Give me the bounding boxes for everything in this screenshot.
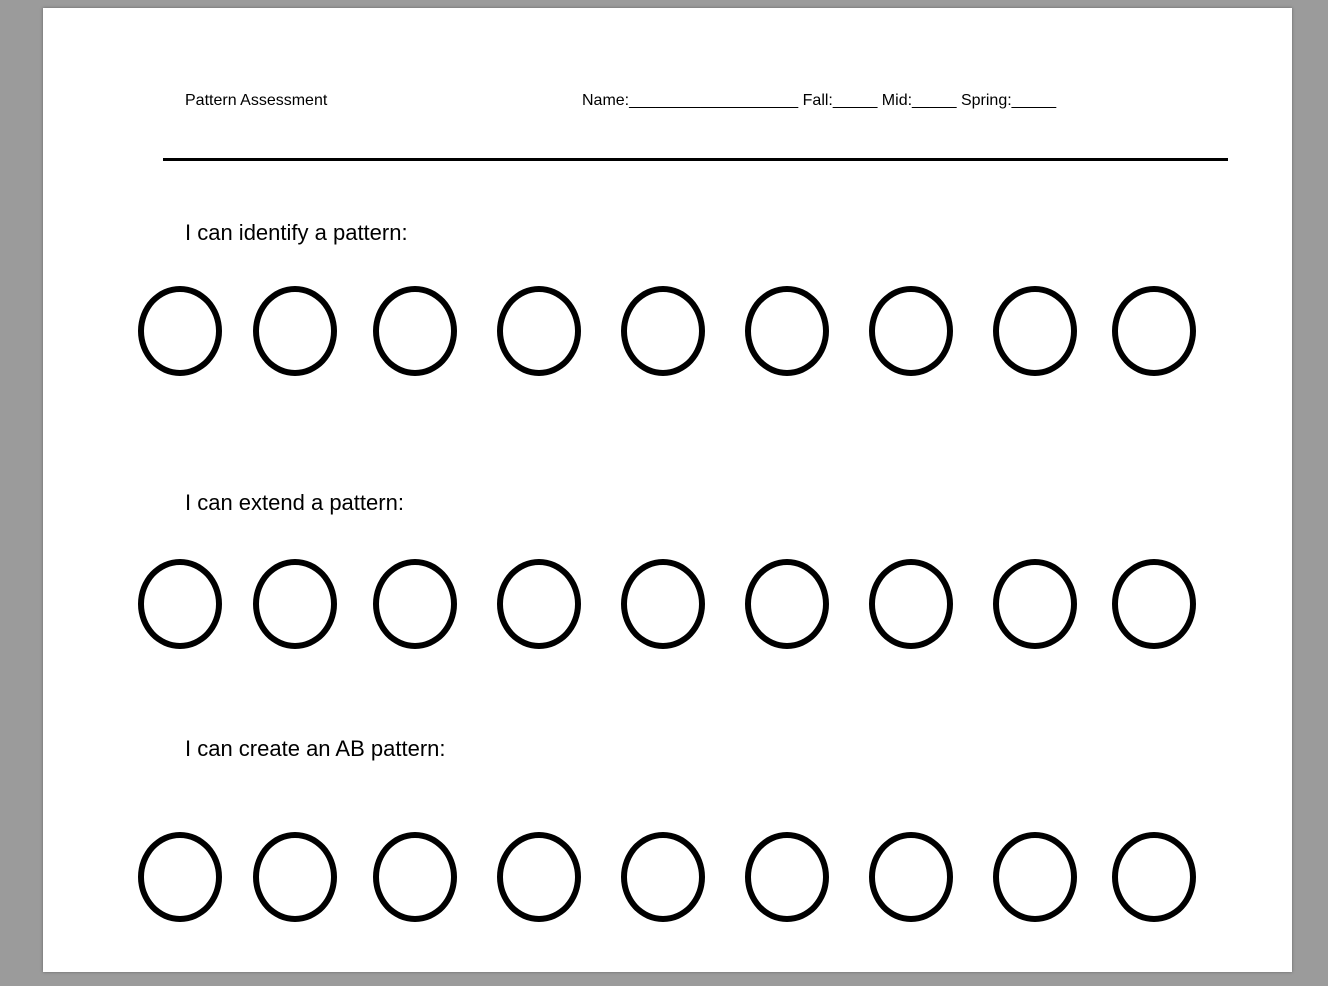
answer-circle — [373, 286, 457, 376]
section-create-heading: I can create an AB pattern: — [185, 736, 446, 761]
answer-circle — [621, 559, 705, 649]
section-identify-circles — [43, 286, 1292, 386]
section-identify-heading: I can identify a pattern: — [185, 220, 408, 245]
answer-circle — [993, 559, 1077, 649]
answer-circle — [253, 286, 337, 376]
answer-circle — [745, 832, 829, 922]
assessment-title: Pattern Assessment — [185, 92, 328, 109]
answer-circle — [373, 559, 457, 649]
section-extend-circles — [43, 559, 1292, 659]
answer-circle — [497, 286, 581, 376]
section-extend-heading: I can extend a pattern: — [185, 490, 404, 515]
answer-circle — [869, 286, 953, 376]
answer-circle — [1112, 286, 1196, 376]
answer-circle — [138, 286, 222, 376]
document-page — [43, 8, 1292, 972]
answer-circle — [745, 286, 829, 376]
answer-circle — [138, 559, 222, 649]
answer-circle — [869, 832, 953, 922]
answer-circle — [1112, 559, 1196, 649]
answer-circle — [745, 559, 829, 649]
answer-circle — [497, 832, 581, 922]
header-divider — [163, 158, 1228, 161]
answer-circle — [993, 832, 1077, 922]
answer-circle — [869, 559, 953, 649]
answer-circle — [253, 559, 337, 649]
student-info-fields: Name:___________________ Fall:_____ Mid:_____ Spring:_____ — [582, 92, 1057, 109]
section-create-circles — [43, 832, 1292, 932]
answer-circle — [373, 832, 457, 922]
answer-circle — [497, 559, 581, 649]
answer-circle — [1112, 832, 1196, 922]
answer-circle — [993, 286, 1077, 376]
answer-circle — [621, 286, 705, 376]
answer-circle — [621, 832, 705, 922]
answer-circle — [253, 832, 337, 922]
answer-circle — [138, 832, 222, 922]
